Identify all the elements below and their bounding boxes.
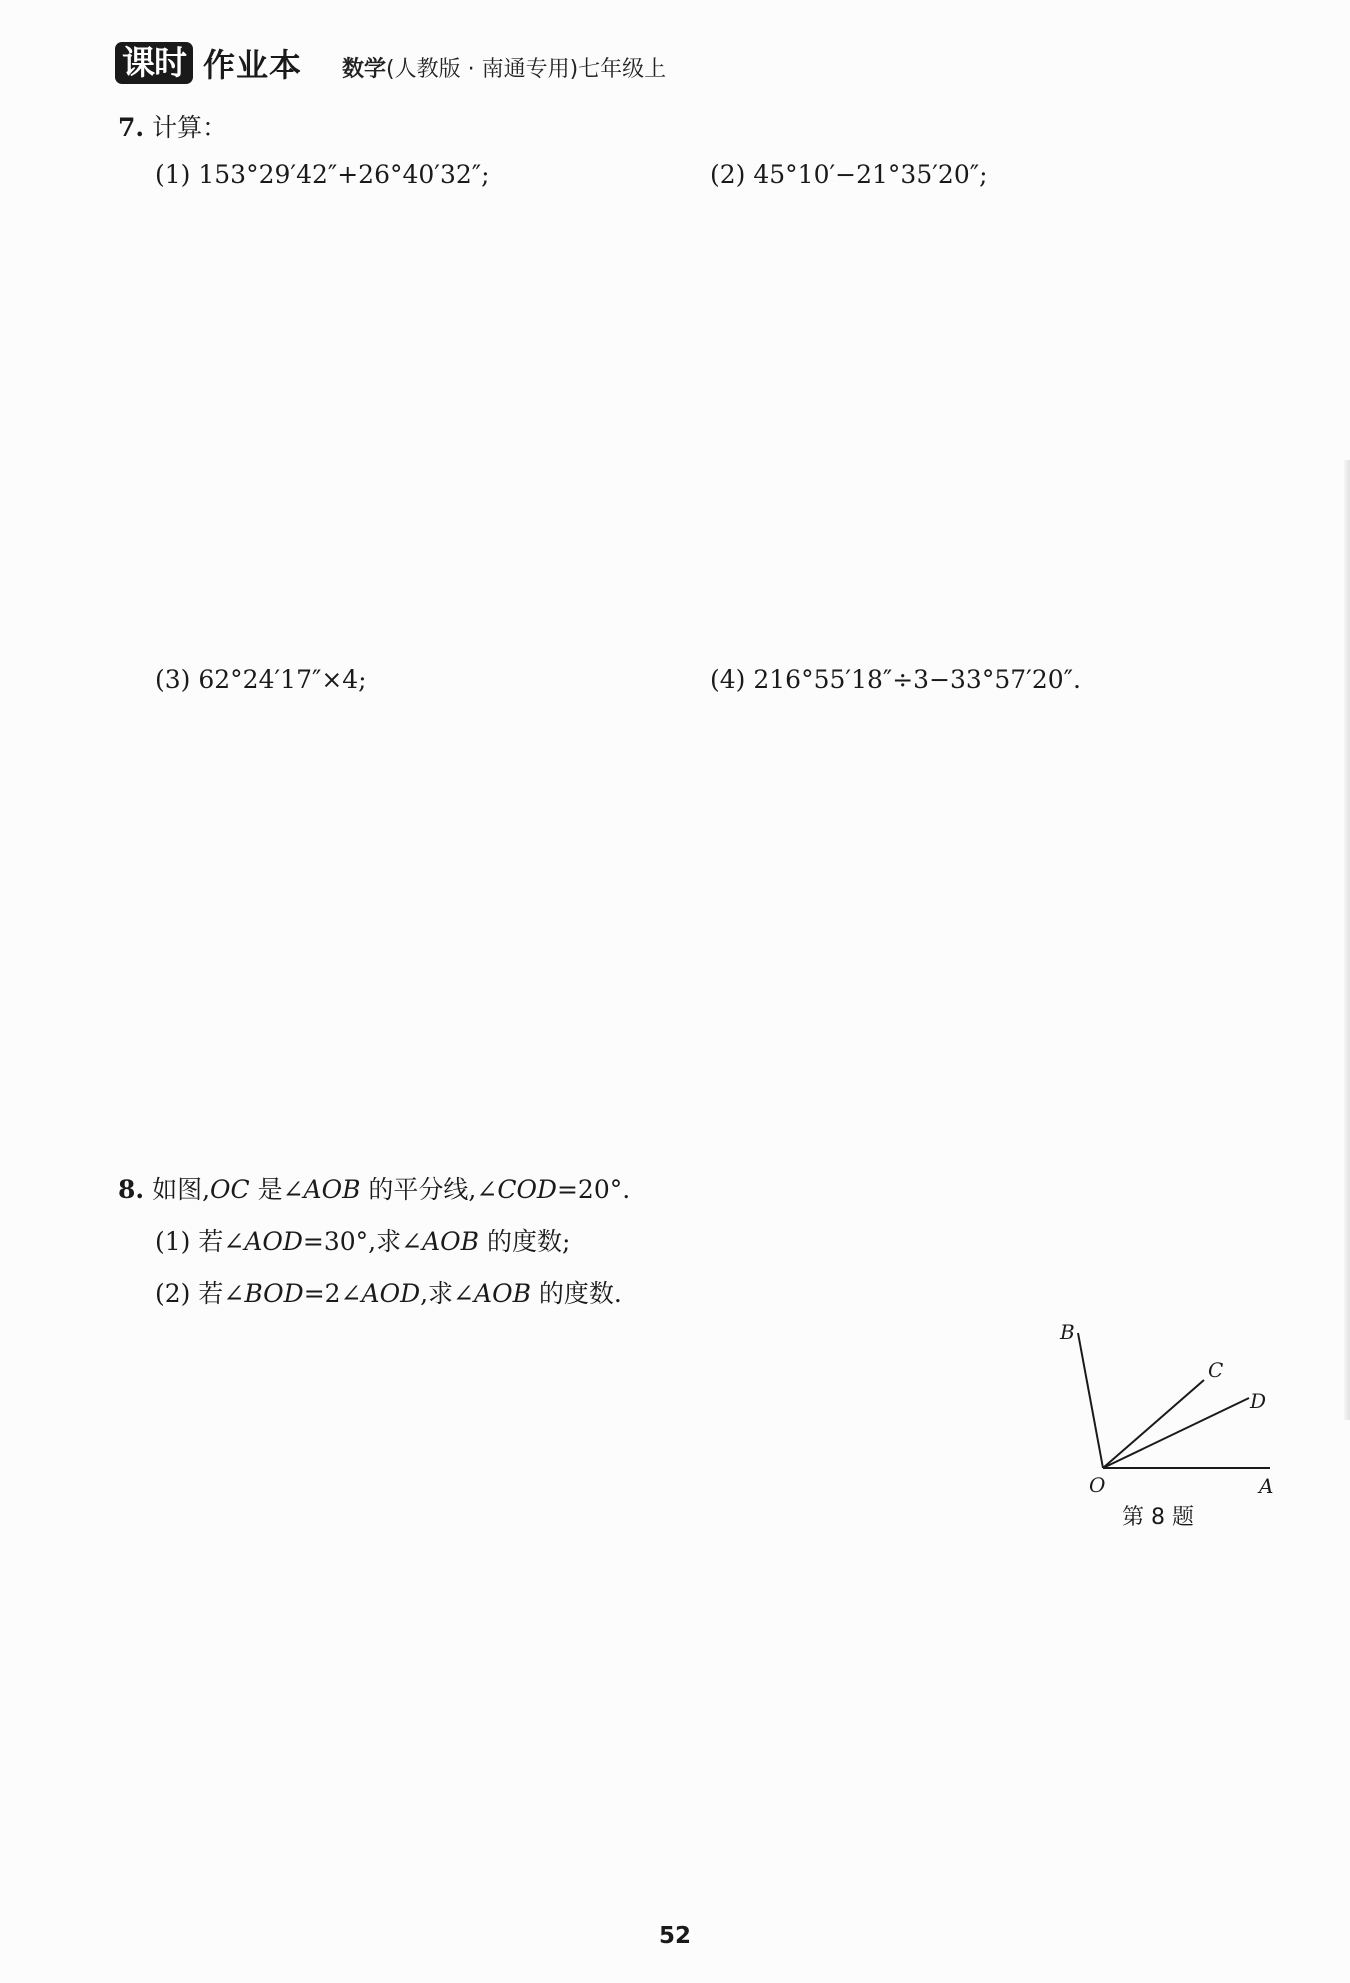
item-label: (1) <box>155 1227 191 1256</box>
subject: 数学 <box>342 57 387 82</box>
angle-aob: AOB <box>422 1227 479 1256</box>
brand-logo <box>115 42 302 84</box>
q8-number: 8. <box>118 1175 145 1204</box>
item-expression: 153°29′42″+26°40′32″; <box>198 160 490 189</box>
item-expression: 62°24′17″×4; <box>198 665 367 694</box>
angle-aod: AOD <box>361 1279 421 1308</box>
figure-caption: 第 8 题 <box>1122 1505 1194 1530</box>
label-o: O <box>1089 1473 1106 1497</box>
q7-title <box>118 108 227 144</box>
q8-text: 的平分线,∠ <box>360 1175 498 1204</box>
label-a: A <box>1259 1474 1274 1498</box>
header-subtitle <box>342 52 666 83</box>
item-label: (1) <box>155 160 191 189</box>
item-text: 的度数; <box>479 1227 571 1256</box>
item-text: 的度数. <box>530 1279 622 1308</box>
item-label: (4) <box>710 665 746 694</box>
q8-text: =20°. <box>556 1175 631 1204</box>
q7-item-1 <box>155 160 490 189</box>
angle-bod: BOD <box>244 1279 304 1308</box>
item-label: (2) <box>155 1279 191 1308</box>
item-expression: 45°10′−21°35′20″; <box>753 160 988 189</box>
ray-od <box>1103 1398 1249 1468</box>
q8-item-2 <box>155 1274 622 1310</box>
q7-prompt: 计算： <box>152 113 228 142</box>
item-text: =30°,求∠ <box>302 1227 423 1256</box>
q8-text: 如图, <box>152 1175 211 1204</box>
edition: (人教版 · 南通专用)七年级上 <box>386 57 667 82</box>
angle-aob: AOB <box>474 1279 531 1308</box>
q8-item-1 <box>155 1222 570 1258</box>
brand-box: 课时 <box>115 42 193 84</box>
ray-oc <box>1103 1380 1204 1468</box>
page-edge-shadow <box>1344 460 1350 1420</box>
item-label: (3) <box>155 665 191 694</box>
q8-title <box>118 1170 630 1206</box>
brand-name: 作业本 <box>203 46 303 84</box>
q7-item-4 <box>710 665 1081 694</box>
q7-item-3 <box>155 665 367 694</box>
q8-ray-oc: OC <box>210 1175 250 1204</box>
label-b: B <box>1060 1320 1075 1344</box>
item-text: ,求∠ <box>420 1279 475 1308</box>
item-text: 若∠ <box>190 1227 245 1256</box>
q8-angle-aob: AOB <box>303 1175 361 1204</box>
label-d: D <box>1250 1389 1267 1413</box>
item-text: =2∠ <box>303 1279 362 1308</box>
item-text: 若∠ <box>190 1279 245 1308</box>
item-expression: 216°55′18″÷3−33°57′20″. <box>753 665 1081 694</box>
item-label: (2) <box>710 160 746 189</box>
angle-aod: AOD <box>244 1227 303 1256</box>
label-c: C <box>1208 1358 1224 1382</box>
q8-text: 是∠ <box>249 1175 304 1204</box>
q7-number: 7. <box>118 113 145 142</box>
page-number: 52 <box>658 1923 691 1949</box>
ray-ob <box>1078 1333 1103 1468</box>
q7-item-2 <box>710 160 988 189</box>
q8-angle-cod: COD <box>497 1175 557 1204</box>
